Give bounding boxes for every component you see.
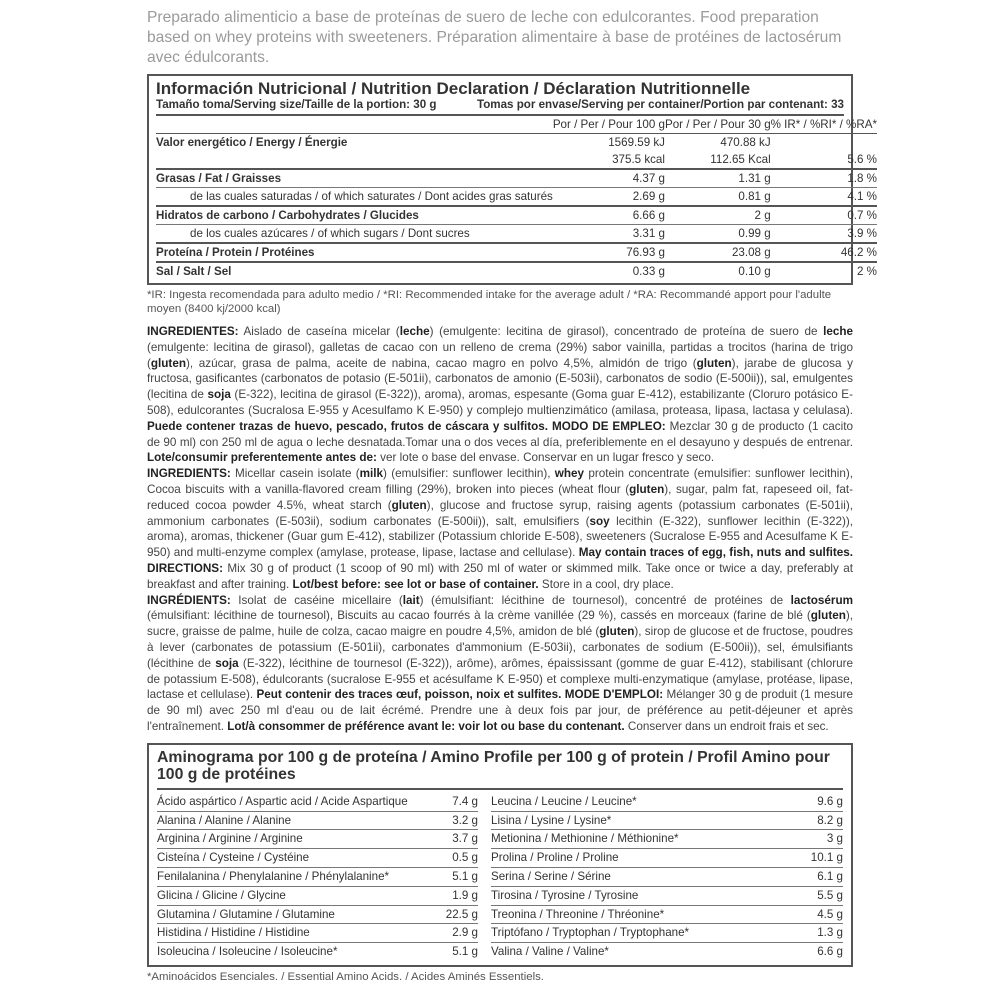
nutrition-header-row bbox=[156, 116, 877, 134]
value-100g: 0.33 g bbox=[553, 262, 665, 280]
row-label: Hidratos de carbono / Carbohydrates / Glucides bbox=[156, 206, 553, 225]
ingredients-fr: INGRÉDIENTS: Isolat de caséine micellaire (lait) (émulsifiant: lécithine de tournesol), concentré de protéines de lactosérum (émulsifiant: lécithine de tournesol), Biscuits au cacao fourrés à la crème vanillée (29 %), cassés en morceaux (farine de blé (gluten), sucre, graisse de palme, huile de colza, cacao maigre en poudre 4,5%, amidon de blé (gluten), sirop de glucose et de fructose, poudres à lever (carbonates de potassium (E-501ii), carbonates d'ammonium (E-503ii), carbonates de sodium (E-500ii)), sel, émulsifiants (lécithine de soja (E-322), lécithine de tournesol (E-322)), arôme), arômes, épaississant (gomme de guar E-412), stabilisant (chlorure de potassium E-508), édulcorants (sucralose E-955 et acésulfame K E-950) et complexe multi-enzymatique (amylase, protéase, lipase, lactase et cellulase). Peut contenir des traces œuf, poisson, noix et sulfites. MODE D'EMPLOI: Mélanger 30 g de produit (1 mesure de 90 ml) avec 250 ml d'eau ou de lait écrémé. Prendre une à deux fois par jour, de préférence au petit-déjeuner et après l'entraînement. Lot/à consommer de préférence avant le: voir lot ou base du contenant. Conserver dans un endroit frais et sec. bbox=[147, 593, 854, 733]
nutrition-row-energy-kcal bbox=[156, 151, 877, 169]
serving-size: Tamaño toma/Serving size/Taille de la portion: 30 g bbox=[156, 98, 437, 111]
value-30g: 470.88 kJ bbox=[720, 136, 771, 149]
nutrition-row-carbohydrates bbox=[156, 206, 877, 225]
value-30g: 1.31 g bbox=[665, 169, 771, 188]
amino-row: Fenilalanina / Phenylalanine / Phénylalanine* 5.1 g bbox=[157, 868, 478, 887]
amino-row: Tirosina / Tyrosine / Tyrosine 5.5 g bbox=[491, 887, 843, 906]
nutrition-row-salt bbox=[156, 262, 877, 280]
value-30g: 23.08 g bbox=[665, 243, 771, 262]
amino-row: Valina / Valine / Valine* 6.6 g bbox=[491, 945, 843, 959]
servings-per-container: Tomas por envase/Serving per container/Portion par contenant: 33 bbox=[476, 98, 844, 111]
amino-row: Ácido aspártico / Aspartic acid / Acide Aspartique 7.4 g bbox=[157, 793, 478, 812]
row-label: Proteína / Protein / Protéines bbox=[156, 243, 553, 262]
value-30g: 2 g bbox=[665, 206, 771, 225]
value-30g: 0.99 g bbox=[665, 225, 771, 244]
amino-footnote: *Aminoácidos Esenciales. / Essential Amino Acids. / Acides Aminés Essentiels. bbox=[147, 970, 544, 983]
nutrition-grid bbox=[156, 116, 877, 280]
amino-row: Triptófano / Tryptophan / Tryptophane* 1.3 g bbox=[491, 924, 843, 943]
col-ri: % IR* / %RI* / %RA* bbox=[771, 116, 877, 134]
value-ri: 1.8 % bbox=[771, 169, 877, 188]
amino-row: Arginina / Arginine / Arginine 3.7 g bbox=[157, 830, 478, 849]
amino-row: Alanina / Alanine / Alanine 3.2 g bbox=[157, 812, 478, 831]
amino-title: Aminograma por 100 g de proteína / Amino Profile per 100 g of protein / Profil Amino pour 100 g de protéines bbox=[157, 748, 830, 783]
nutrition-title: Información Nutricional / Nutrition Declaration / Déclaration Nutritionnelle bbox=[156, 79, 751, 98]
nutrition-row-energy bbox=[156, 134, 877, 152]
product-description: Preparado alimenticio a base de proteínas de suero de leche con edulcorantes. Food preparation based on whey proteins with sweeteners. Préparation alimentaire à base de protéines de lactosérum avec édulcorants. bbox=[147, 9, 842, 66]
nutrition-row-sugars bbox=[156, 225, 877, 244]
amino-profile-table bbox=[147, 743, 853, 967]
value-100g: 375.5 kcal bbox=[612, 153, 665, 166]
value-100g: 3.31 g bbox=[553, 225, 665, 244]
amino-row: Isoleucina / Isoleucine / Isoleucine* 5.1 g bbox=[157, 945, 478, 959]
amino-row: Glicina / Glicine / Glycine 1.9 g bbox=[157, 887, 478, 906]
amino-row: Cisteína / Cysteine / Cystéine 0.5 g bbox=[157, 849, 478, 868]
ri-footnote: *IR: Ingesta recomendada para adulto medio / *RI: Recommended intake for the average adult / *RA: Recommandé apport pour l'adulte moyen (8400 kj/2000 kcal) bbox=[147, 289, 832, 315]
amino-row: Histidina / Histidine / Histidine 2.9 g bbox=[157, 924, 478, 943]
value-ri: 3.9 % bbox=[771, 225, 877, 244]
nutrition-row-fat bbox=[156, 169, 877, 188]
row-label: Valor energético / Energy / Énergie bbox=[156, 136, 348, 149]
nutrition-table bbox=[147, 74, 877, 285]
value-ri: 5.6 % bbox=[847, 153, 877, 166]
amino-row: Metionina / Methionine / Méthionine* 3 g bbox=[491, 830, 843, 849]
amino-row: Lisina / Lysine / Lysine* 8.2 g bbox=[491, 812, 843, 831]
col-per-30g: Por / Per / Pour 30 g bbox=[665, 116, 771, 134]
value-100g: 4.37 g bbox=[553, 169, 665, 188]
amino-column-right bbox=[491, 793, 843, 961]
row-label: Grasas / Fat / Graisses bbox=[156, 169, 553, 188]
amino-row: Leucina / Leucine / Leucine* 9.6 g bbox=[491, 793, 843, 812]
value-ri: 2 % bbox=[771, 262, 877, 280]
value-ri: 46.2 % bbox=[771, 243, 877, 262]
value-ri: 0.7 % bbox=[771, 206, 877, 225]
ingredients-es: INGREDIENTES: Aislado de caseína micelar (leche) (emulgente: lecitina de girasol), concentrado de proteína de suero de leche (emulgente: lecitina de girasol), galletas de cacao con un relleno de crema (29%) sabor vainilla, partidas a trocitos (harina de trigo (gluten), azúcar, grasa de palma, aceite de nabina, cacao magro en polvo 4,5%, almidón de trigo (gluten), jarabe de glucosa y fructosa, gasificantes (carbonatos de potasio (E-501ii), carbonatos de amonio (E-503ii), carbonatos de sodio (E-500ii)), sal, emulgentes (lecitina de soja (E-322), lecitina de girasol (E-322)), aroma), aromas, espesante (Goma guar E-412), estabilizante (Cloruro potásico E-508), edulcorantes (Sucralosa E-955 y Acesulfamo K E-950) y complejo multienzimático (amilasa, proteasa, lipasa, lactasa y celulasa). Puede contener trazas de huevo, pescado, frutos de cáscara y sulfitos. MODO DE EMPLEO: Mezclar 30 g de producto (1 cacito de 90 ml) con 250 ml de agua o leche desnatada.Tomar una o dos veces al día, preferiblemente en el desayuno y después de entrenar. Lote/consumir preferentemente antes de: ver lote o base del envase. Conservar en un lugar fresco y seco. bbox=[147, 325, 853, 465]
amino-row: Glutamina / Glutamine / Glutamine 22.5 g bbox=[157, 906, 478, 925]
value-ri: 4.1 % bbox=[771, 188, 877, 207]
value-30g: 0.10 g bbox=[665, 262, 771, 280]
value-30g: 0.81 g bbox=[665, 188, 771, 207]
value-100g: 1569.59 kJ bbox=[608, 136, 665, 149]
label-page bbox=[147, 8, 877, 984]
row-label: de las cuales saturadas / of which saturates / Dont acides gras saturés bbox=[156, 188, 553, 207]
row-label: Sal / Salt / Sel bbox=[156, 262, 553, 280]
nutrition-row-protein bbox=[156, 243, 877, 262]
amino-row: Serina / Serine / Sérine 6.1 g bbox=[491, 868, 843, 887]
col-per-100g: Por / Per / Pour 100 g bbox=[553, 116, 665, 134]
amino-column-left bbox=[157, 793, 478, 961]
amino-row: Prolina / Proline / Proline 10.1 g bbox=[491, 849, 843, 868]
amino-columns bbox=[157, 788, 843, 961]
value-100g: 2.69 g bbox=[553, 188, 665, 207]
serving-info bbox=[156, 98, 844, 116]
value-100g: 76.93 g bbox=[553, 243, 665, 262]
value-30g: 112.65 Kcal bbox=[710, 153, 771, 166]
amino-row: Treonina / Threonine / Thréonine* 4.5 g bbox=[491, 906, 843, 925]
value-100g: 6.66 g bbox=[553, 206, 665, 225]
ingredients-en: INGREDIENTS: Micellar casein isolate (milk) (emulsifier: sunflower lecithin), whey protein concentrate (emulsifier: sunflower lecithin), Cocoa biscuits with a vanilla-flavored cream filling (29%), broken into pieces (wheat flour (gluten), sugar, palm fat, rapeseed oil, fat-reduced cocoa powder 4.5%, wheat starch (gluten), glucose and fructose syrup, raising agents (potassium carbonates (E-501ii), ammonium carbonates (E-503ii), sodium carbonates (E-500ii)), salt, emulsifiers (soy lecithin (E-322), sunflower lecithin (E-322)), aroma), aromas, thickener (Guar gum E-412), stabilizer (Potassium chloride E-508), sweeteners (Sucralose E-955 and Acesulfame K E-950) and multi-enzyme complex (amylase, protease, lipase, lactase and cellulase). May contain traces of egg, fish, nuts and sulfites. DIRECTIONS: Mix 30 g of product (1 scoop of 90 ml) with 250 ml of water or skimmed milk. Take once or twice a day, preferably at breakfast and after training. Lot/best before: see lot or base of container. Store in a cool, dry place. bbox=[147, 467, 853, 591]
row-label: de los cuales azúcares / of which sugars / Dont sucres bbox=[156, 225, 553, 244]
nutrition-row-saturates bbox=[156, 188, 877, 207]
